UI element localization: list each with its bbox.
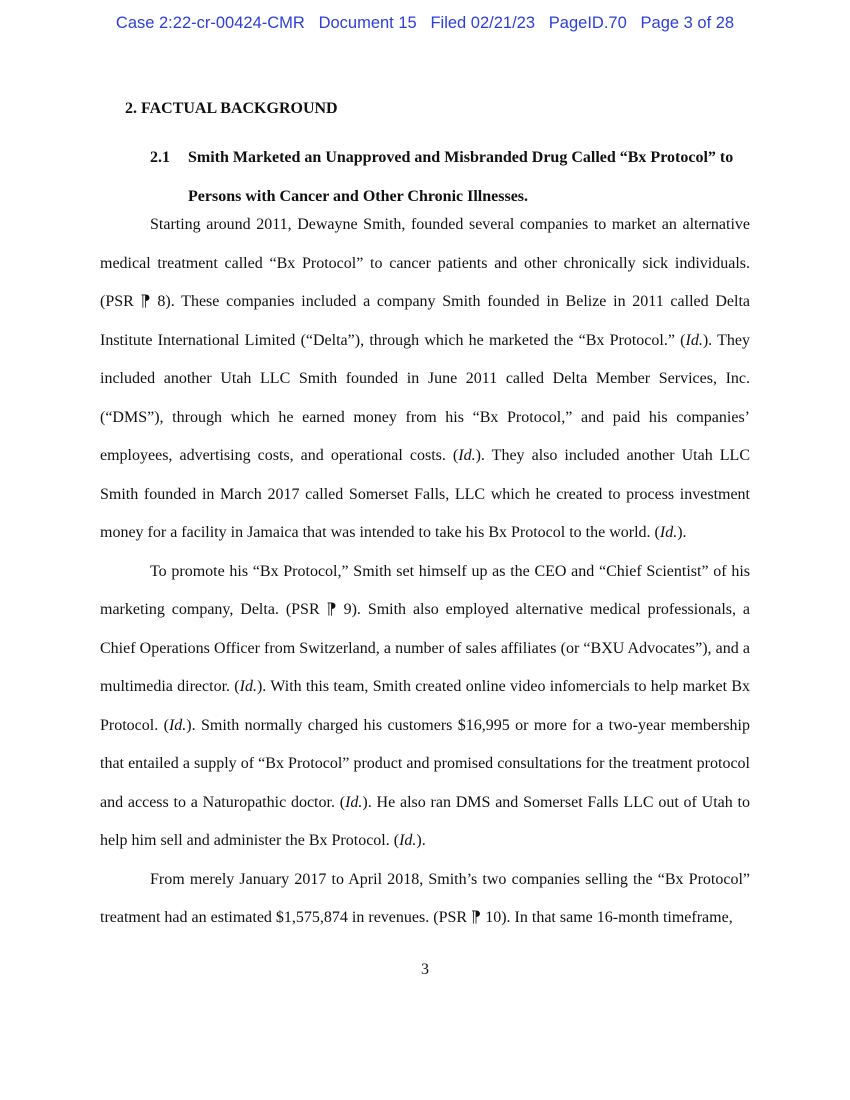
paragraph-2: To promote his “Bx Protocol,” Smith set himself up as the CEO and “Chief Scientist” of his marketing company, Delta. (PSR ⁋ 9). Smith also employed alternative medical professionals, a Chief Operations Officer from Switzerland, a number of sales affiliates (or “BXU Advocates”), and a multimedia director. (Id.). With this team, Smith created online video infomercials to help market Bx Protocol. (Id.). Smith normally charged his customers $16,995 or more for a two-year membership that entailed a supply of “Bx Protocol” product and promised consultations for the treatment protocol and access to a Naturopathic doctor. (Id.). He also ran DMS and Somerset Falls LLC out of Utah to help him sell and administer the Bx Protocol. (Id.). bbox=[100, 562, 751, 849]
page-number: 3 bbox=[421, 961, 429, 978]
id-citation: Id. bbox=[239, 678, 257, 695]
paragraph-3: From merely January 2017 to April 2018, Smith’s two companies selling the “Bx Protocol” treatment had an estimated $1,575,874 in revenues. (PSR ⁋ 10). In that same 16-month timeframe, bbox=[100, 870, 750, 926]
id-citation: Id. bbox=[345, 793, 363, 811]
id-citation: Id. bbox=[659, 524, 678, 541]
subsection-title-line-1: Smith Marketed an Unapproved and Misbranded Drug Called “Bx Protocol” to bbox=[188, 149, 734, 166]
subsection-number: 2.1 bbox=[150, 149, 170, 166]
id-citation: Id. bbox=[399, 832, 417, 849]
id-citation: Id. bbox=[168, 716, 187, 734]
subsection-title bbox=[188, 139, 750, 216]
subsection-title-line-2: Persons with Cancer and Other Chronic Illnesses. bbox=[188, 187, 529, 205]
paragraph-1: Starting around 2011, Dewayne Smith, founded several companies to market an alternative medical treatment called “Bx Protocol” to cancer patients and other chronically sick individuals. (PSR ⁋ 8). These companies included a company Smith founded in Belize in 2011 called Delta Institute International Limited (“Delta”), through which he marketed the “Bx Protocol.” (Id.). They included another Utah LLC Smith founded in June 2011 called Delta Member Services, Inc. (“DMS”), through which he earned money from his “Bx Protocol,” and paid his companies’ employees, advertising costs, and operational costs. (Id.). They also included another Utah LLC Smith founded in March 2017 called Somerset Falls, LLC which he created to process investment money for a facility in Jamaica that was intended to take his Bx Protocol to the world. (Id.). bbox=[100, 216, 751, 541]
case-header: Case 2:22-cr-00424-CMR Document 15 Filed 02/21/23 PageID.70 Page 3 of 28 bbox=[115, 14, 735, 32]
id-citation: Id. bbox=[685, 331, 703, 349]
subsection-heading bbox=[150, 139, 750, 216]
id-citation: Id. bbox=[458, 447, 476, 464]
document-body bbox=[100, 206, 750, 938]
section-heading: 2. FACTUAL BACKGROUND bbox=[125, 100, 338, 117]
